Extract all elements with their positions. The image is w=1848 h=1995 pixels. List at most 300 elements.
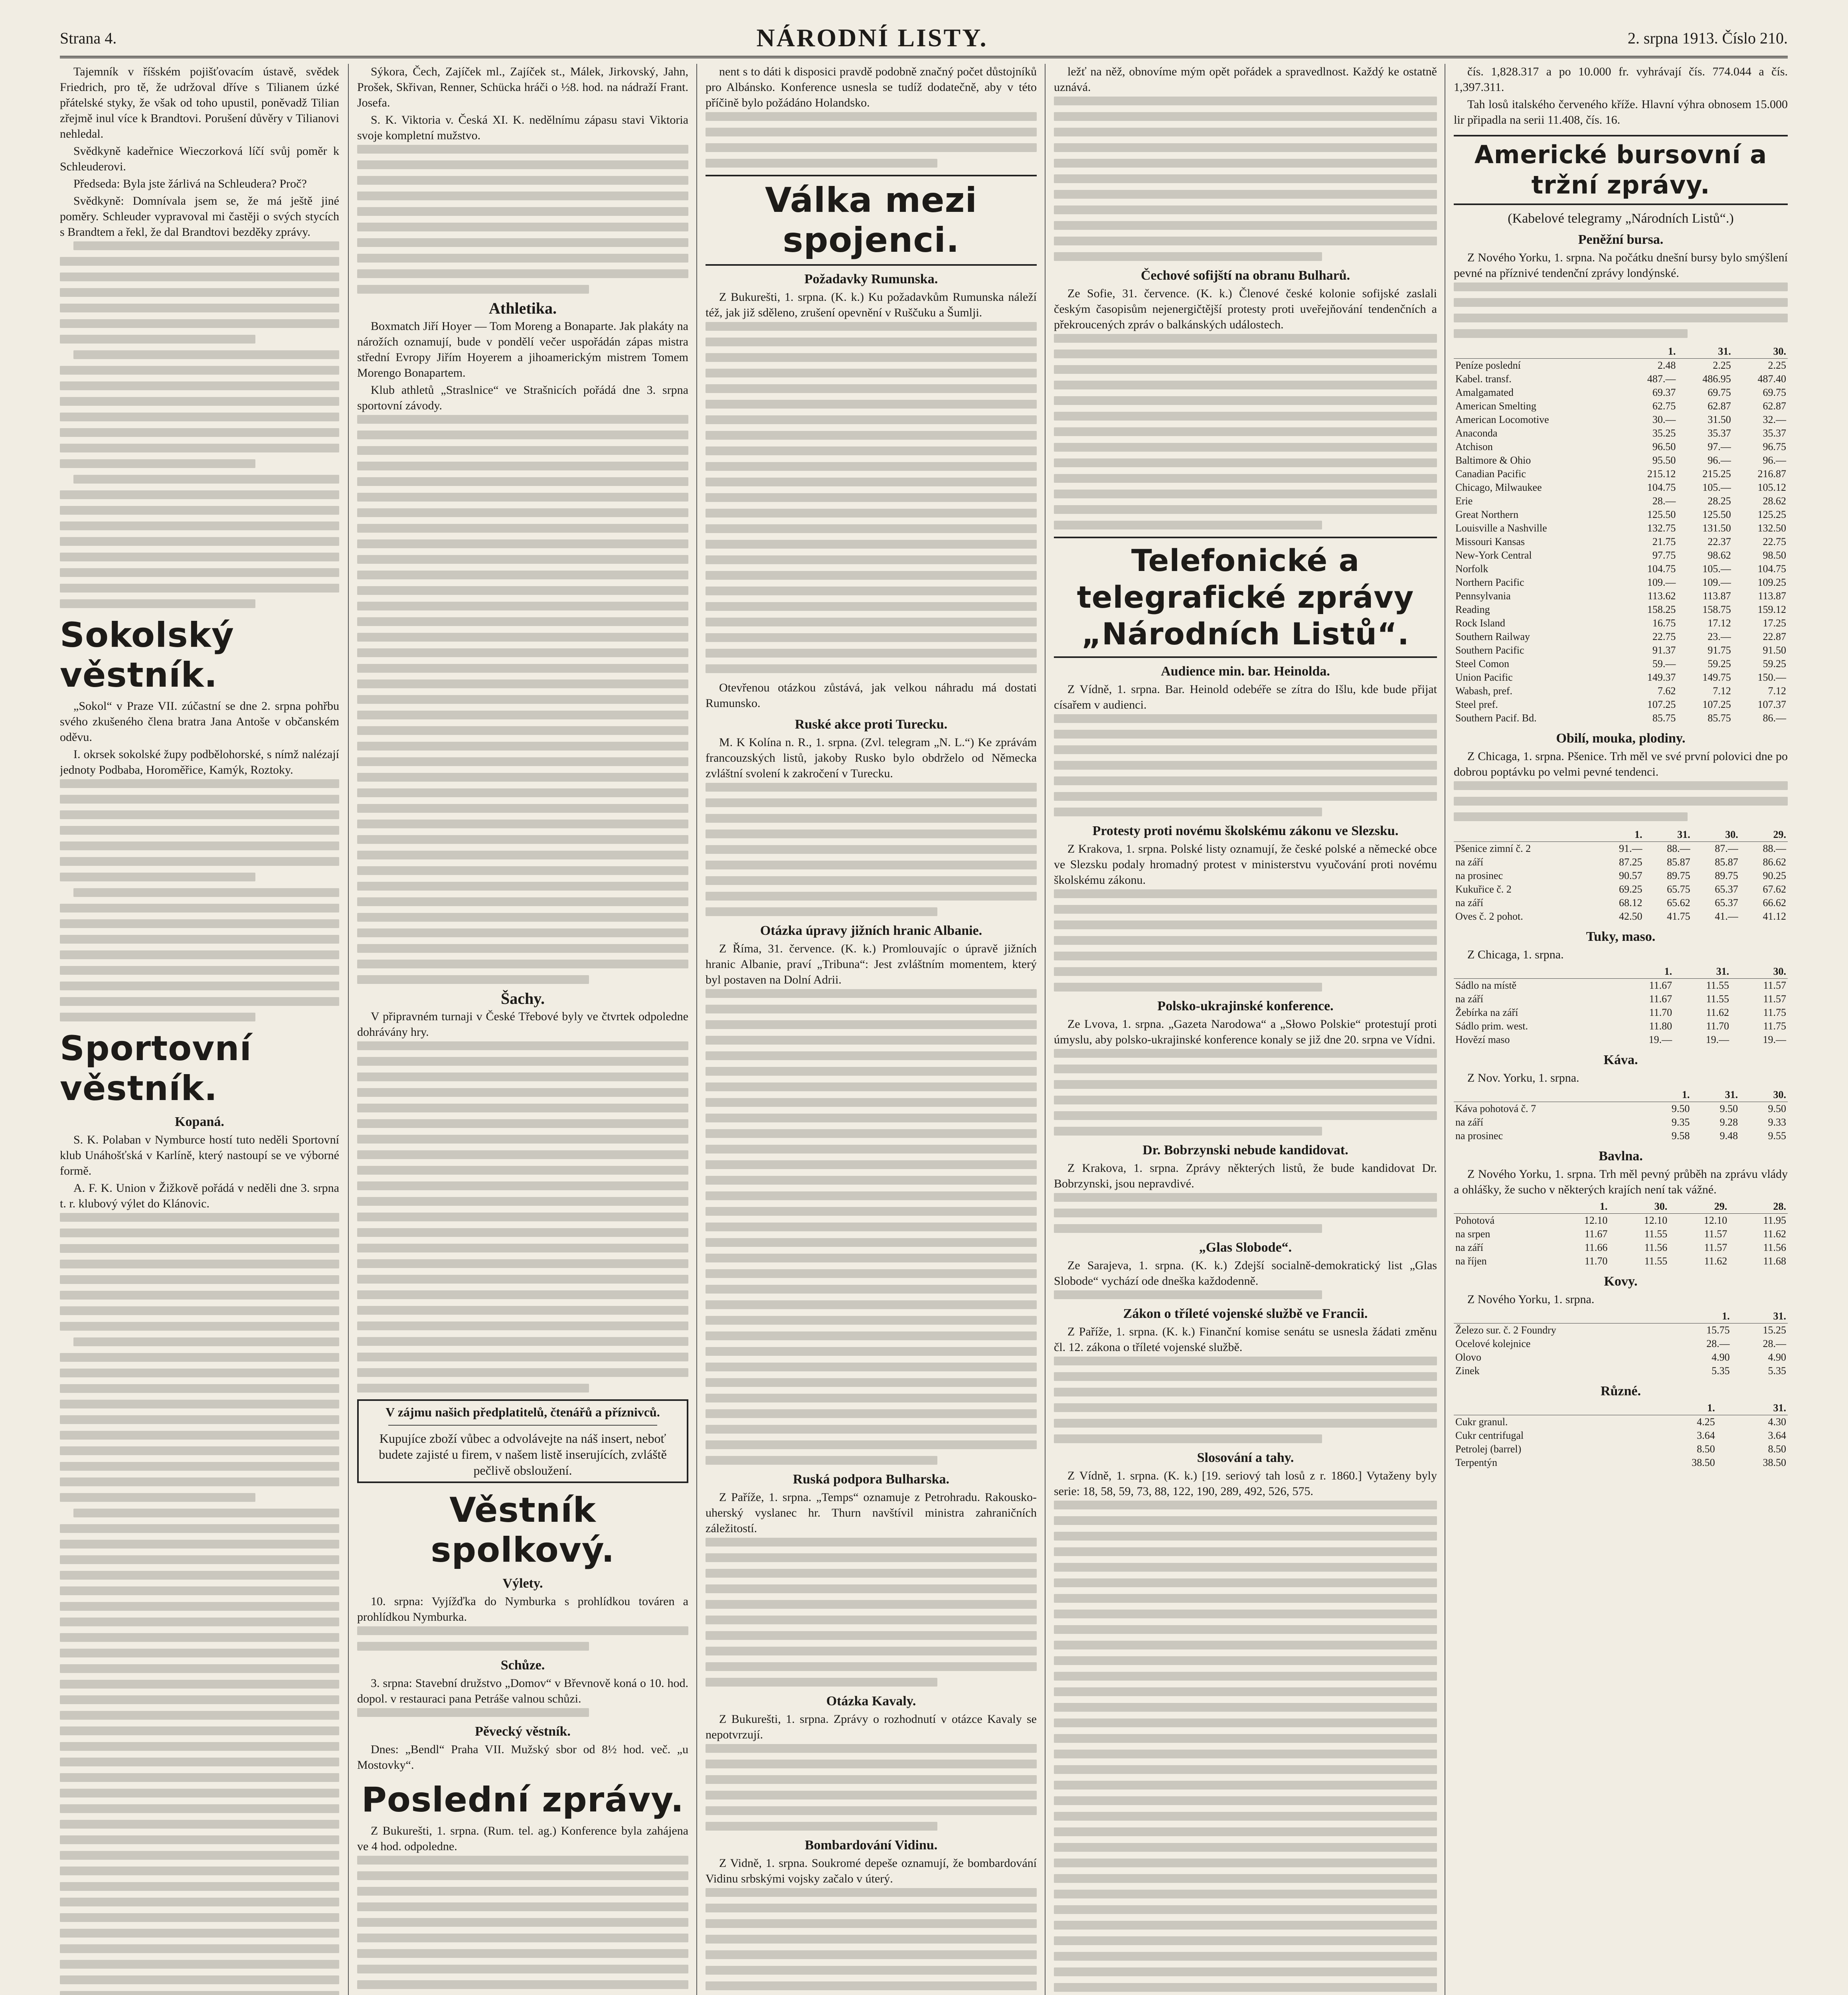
table-cell: 109.— [1702,577,1731,588]
text-line-placeholder [357,285,589,294]
table-cell: 4.90 [1768,1351,1786,1363]
text-line-placeholder [706,830,1037,838]
text-line-placeholder [60,506,339,515]
table-cell: 104.75 [1647,482,1676,493]
table-cell: 132.50 [1757,522,1786,534]
article-paragraph: Z Paříže, 1. srpna. „Temps“ oznamuje z Petrohradu. Rakousko-uherský vyslanec hr. Thurn navštívil ministra zahraničních záležitostí. [706,1491,1037,1535]
text-line-placeholder [1054,128,1437,136]
column-rule [348,64,349,1995]
table-cell: Northern Pacific [1455,577,1524,588]
text-line-placeholder [357,726,688,735]
text-line-placeholder [60,1540,339,1549]
table-header-cell [1454,1200,1549,1214]
table-cell: 125.50 [1647,509,1676,520]
metals-table [1454,1310,1788,1378]
table-cell: 87.25 [1619,856,1642,868]
text-line-placeholder [60,335,255,344]
text-line-placeholder [60,257,339,266]
text-line-placeholder [60,1462,339,1471]
text-line-placeholder [357,757,688,766]
table-cell: Olovo [1455,1351,1481,1363]
table-cell: 65.37 [1715,883,1738,895]
table-cell: Canadian Pacific [1455,468,1526,480]
table-row [1454,481,1788,494]
notice-divider [388,1425,657,1426]
text-line-placeholder [1054,714,1437,723]
table-header-cell: 1. [1675,1310,1731,1323]
text-line-placeholder [1054,1936,1437,1945]
table-cell: 105.— [1702,563,1731,575]
table-row [1454,372,1788,386]
table-cell: 11.55 [1644,1228,1668,1240]
text-line-placeholder [706,1067,1037,1076]
text-line-placeholder [706,143,1037,152]
table-cell: 98.50 [1763,549,1786,561]
text-line-placeholder [706,1098,1037,1107]
table-header-cell: 1. [1622,345,1677,359]
text-line-placeholder [1054,427,1437,436]
table-header-cell: 1. [1596,828,1644,842]
text-line-placeholder [60,795,339,804]
table-header-cell: 30. [1733,345,1788,359]
subsection-title: Ruská podpora Bulharska. [793,1472,950,1487]
article-paragraph: Z Bukurešti, 1. srpna. Zprávy o rozhodnutí v otázce Kavaly se nepotvrzují. [706,1713,1037,1741]
table-cell: Steel Comon [1455,658,1510,670]
article-paragraph: 3. srpna: Stavební družstvo „Domov“ v Břevnově koná o 10. hod. dopol. v restauraci pana Petráše valnou schůzi. [357,1677,688,1705]
table-cell: 5.35 [1712,1365,1730,1377]
subsection-title: Slosování a tahy. [1197,1450,1294,1465]
text-line-placeholder [60,1898,339,1906]
text-line-placeholder [357,1197,688,1206]
text-line-placeholder [706,783,1037,792]
subsection-title: Kopaná. [175,1114,224,1129]
text-line-placeholder [60,841,339,850]
text-line-placeholder [1054,1983,1437,1992]
text-line-placeholder [706,1036,1037,1045]
text-line-placeholder [1054,1734,1437,1743]
column-1 [60,64,339,1995]
table-cell: 7.12 [1768,685,1786,697]
table-cell: Pohotová [1455,1215,1495,1226]
article-paragraph: Z Vidně, 1. srpna. Soukromé depeše oznamují, že bombardování Vidinu srbskými vojsky začalo v úterý. [706,1857,1037,1885]
text-line-placeholder [60,1618,339,1626]
text-line-placeholder [357,1073,688,1081]
text-line-placeholder [1054,1781,1437,1790]
table-cell: 98.62 [1708,549,1731,561]
text-line-placeholder [706,892,1037,901]
table-cell: 11.55 [1706,980,1729,991]
table-cell: 4.30 [1768,1416,1786,1428]
table-cell: 11.56 [1644,1242,1668,1253]
text-line-placeholder [1054,1594,1437,1603]
table-row [1454,576,1788,589]
text-line-placeholder [1454,314,1788,322]
article-paragraph: Z Chicaga, 1. srpna. [1467,948,1564,961]
table-cell: 32.— [1763,414,1786,425]
wheat-table [1454,828,1788,923]
text-line-placeholder [357,1708,589,1717]
table-cell: 28.— [1652,495,1676,507]
table-cell: 9.50 [1671,1103,1690,1114]
table-cell: 11.70 [1706,1020,1729,1032]
text-line-placeholder [357,223,688,231]
table-header-cell: 1. [1645,1401,1716,1415]
table-cell: 91.50 [1763,644,1786,656]
table-cell: 85.75 [1652,712,1676,724]
table-row [1454,1442,1788,1456]
article-paragraph: Dnes: „Bendl“ Praha VII. Mužský sbor od 8½ hod. več. „u Mostovky“. [357,1743,688,1772]
table-row [1454,644,1788,657]
fats-table [1454,965,1788,1047]
text-line-placeholder [357,254,688,263]
text-line-placeholder [706,1569,1037,1578]
table-row [1454,467,1788,481]
text-line-placeholder [1054,1290,1322,1299]
text-line-placeholder [60,982,339,990]
table-cell: 5.35 [1768,1365,1786,1377]
table-cell: 91.— [1619,843,1642,854]
article-paragraph: Ze Sarajeva, 1. srpna. (K. k.) Zdejší socialně-demokratický list „Glas Slobode“ vychází ode dneška každodenně. [1054,1259,1437,1288]
table-row [1454,494,1788,508]
table-cell: Kabel. transf. [1455,373,1512,385]
text-line-placeholder [357,897,688,906]
table-header-cell: 30. [1739,1088,1788,1102]
table-cell: 216.87 [1757,468,1786,480]
subsection-title: Dr. Bobrzynski nebude kandidovat. [1142,1143,1348,1157]
text-line-placeholder [357,602,688,610]
table-row [1454,671,1788,684]
table-header-cell: 30. [1692,828,1740,842]
text-line-placeholder [357,633,688,642]
table-cell: 22.37 [1708,536,1731,547]
text-line-placeholder [60,779,339,788]
table-cell: 8.50 [1697,1443,1715,1455]
table-cell: 8.50 [1768,1443,1786,1455]
text-line-placeholder [1454,812,1688,821]
table-header-cell: 28. [1729,1200,1788,1214]
table-cell: Southern Pacif. Bd. [1455,712,1537,724]
text-line-placeholder [706,384,1037,393]
table-row [1454,1214,1788,1228]
table-cell: 4.90 [1712,1351,1730,1363]
table-header-row [1454,1401,1788,1415]
text-line-placeholder [60,1789,339,1797]
text-line-placeholder [357,238,688,247]
table-cell: 215.25 [1702,468,1731,480]
text-line-placeholder [706,1904,1037,1912]
table-cell: Southern Railway [1455,631,1530,642]
text-line-placeholder [1054,1905,1437,1914]
table-cell: 17.12 [1708,617,1731,629]
notice-text: Kupujíce zboží vůbec a odvolávejte na náš insert, neboť budete zajisté u firem, v našem listě inserujících, zvláště pečlivě obsloužení. [379,1431,667,1477]
text-line-placeholder [1054,1501,1437,1509]
text-line-placeholder [357,1166,688,1175]
text-line-placeholder [73,1509,339,1517]
text-line-placeholder [1054,1890,1437,1898]
text-line-placeholder [357,1150,688,1159]
table-cell: Great Northern [1455,509,1519,520]
text-line-placeholder [706,1363,1037,1371]
text-line-placeholder [357,477,688,486]
table-cell: 11.55 [1706,993,1729,1005]
text-line-placeholder [706,1223,1037,1231]
table-cell: 17.25 [1763,617,1786,629]
text-line-placeholder [1054,967,1437,976]
subsection-title: Různé. [1600,1384,1641,1398]
text-line-placeholder [1054,761,1437,770]
table-cell: 59.— [1652,658,1676,670]
masthead-rule [60,56,1788,58]
text-line-placeholder [60,599,255,608]
table-header-row [1454,345,1788,359]
text-line-placeholder [706,649,1037,658]
table-row [1454,883,1788,896]
table-cell: 215.12 [1647,468,1676,480]
text-line-placeholder [60,584,339,593]
text-line-placeholder [357,192,688,200]
table-cell: 11.75 [1763,1007,1786,1018]
table-cell: Žebírka na září [1455,1007,1518,1018]
text-line-placeholder [1054,334,1437,343]
text-line-placeholder [1054,792,1437,801]
table-cell: 90.57 [1619,870,1642,881]
text-line-placeholder [1054,920,1437,929]
subsection-title: Schůze. [500,1658,545,1673]
text-line-placeholder [1054,143,1437,152]
table-row [1454,549,1788,562]
table-row [1454,1429,1788,1442]
cotton-table [1454,1200,1788,1268]
table-cell: 38.50 [1763,1457,1786,1468]
text-line-placeholder [73,241,339,250]
text-line-placeholder [357,1306,688,1315]
table-header-cell: 1. [1617,965,1674,979]
table-row [1454,413,1788,427]
text-line-placeholder [706,338,1037,346]
text-line-placeholder [1054,1080,1437,1089]
text-line-placeholder [1054,1209,1437,1217]
text-line-placeholder [357,648,688,657]
table-cell: 22.75 [1763,536,1786,547]
subsection-title: Obilí, mouka, plodiny. [1556,731,1686,746]
text-line-placeholder [357,1228,688,1237]
text-line-placeholder [1054,936,1437,945]
text-line-placeholder [357,1980,688,1989]
table-cell: Amalgamated [1455,387,1514,398]
text-line-placeholder [706,1538,1037,1547]
text-line-placeholder [357,742,688,751]
table-cell: Chicago, Milwaukee [1455,482,1542,493]
text-line-placeholder [357,788,688,797]
text-line-placeholder [73,475,339,484]
text-line-placeholder [357,804,688,813]
page-label: Strana 4. [60,29,117,47]
text-line-placeholder [357,586,688,595]
table-cell: 66.62 [1763,897,1786,909]
coffee-table [1454,1088,1788,1143]
text-line-placeholder [357,1871,688,1880]
text-line-placeholder [1054,412,1437,421]
text-line-placeholder [1054,1765,1437,1774]
table-cell: 159.12 [1757,604,1786,615]
table-cell: 85.87 [1715,856,1738,868]
table-cell: Terpentýn [1455,1457,1498,1468]
text-line-placeholder [1054,1874,1437,1883]
article-paragraph: Z Bukurešti, 1. srpna. (K. k.) Ku požadavkům Rumunska náleží též, jak již sděleno, zrušení opevnění v Ruščuku a Šumlji. [706,290,1037,319]
text-line-placeholder [706,415,1037,424]
table-cell: 11.67 [1649,980,1672,991]
table-cell: 59.25 [1763,658,1786,670]
stock-table [1454,345,1788,725]
table-cell: Reading [1455,604,1490,615]
table-cell: Peníze poslední [1455,359,1521,371]
article-paragraph: čís. 1,828.317 a po 10.000 fr. vyhrávají čís. 774.044 a čís. 1,397.311. [1454,65,1788,94]
table-cell: Cukr granul. [1455,1416,1508,1428]
subsection-title: Čechové sofijští na obranu Bulharů. [1140,268,1350,283]
subsection-title: Ruské akce proti Turecku. [795,717,948,732]
text-line-placeholder [357,773,688,782]
table-cell: Cukr centrifugal [1455,1430,1524,1441]
table-cell: 62.87 [1763,400,1786,412]
table-cell: 90.25 [1763,870,1786,881]
text-line-placeholder [1454,329,1688,338]
table-cell: 107.25 [1702,699,1731,710]
text-line-placeholder [706,1888,1037,1897]
text-line-placeholder [706,1425,1037,1434]
subsection-title: Káva. [1603,1053,1638,1067]
text-line-placeholder [1054,1419,1437,1428]
table-cell: 107.25 [1647,699,1676,710]
table-cell: 9.35 [1671,1116,1690,1128]
table-cell: 4.25 [1697,1416,1715,1428]
text-line-placeholder [357,913,688,922]
text-line-placeholder [60,1649,339,1657]
text-line-placeholder [1054,1843,1437,1852]
text-line-placeholder [706,1775,1037,1784]
table-cell: 96.— [1708,454,1731,466]
text-line-placeholder [1054,205,1437,214]
table-cell: 69.75 [1763,387,1786,398]
column-3 [706,64,1037,1995]
text-line-placeholder [706,462,1037,471]
section-title-sokol: Sokolský věstník. [60,615,234,695]
text-line-placeholder [60,319,339,328]
text-line-placeholder [1054,1687,1437,1696]
text-line-placeholder [706,128,1037,136]
text-line-placeholder [357,1902,688,1911]
table-cell: Rock Island [1455,617,1505,629]
text-line-placeholder [60,1913,339,1922]
table-cell: 7.62 [1657,685,1676,697]
table-cell: 65.75 [1667,883,1690,895]
subsection-title: Otázka Kavaly. [826,1694,916,1709]
text-line-placeholder [357,1384,589,1393]
subsection-title: Protesty proti novému školskému zákonu ve Slezsku. [1092,824,1399,838]
subsection-title: Peněžní bursa. [1578,232,1664,247]
text-line-placeholder [706,1806,1037,1815]
table-cell: Káva pohotová č. 7 [1455,1103,1536,1114]
text-line-placeholder [706,1919,1037,1928]
table-row [1454,1254,1788,1268]
table-cell: Norfolk [1455,563,1488,575]
text-line-placeholder [1054,1065,1437,1073]
text-line-placeholder [357,975,589,984]
text-line-placeholder [1054,1718,1437,1727]
subsection-title: Bavlna. [1599,1149,1643,1163]
table-cell: 35.25 [1652,427,1676,439]
table-cell: Pennsylvania [1455,590,1511,602]
table-cell: 9.50 [1768,1103,1786,1114]
text-line-placeholder [357,617,688,626]
table-cell: 11.68 [1763,1255,1786,1267]
text-line-placeholder [1054,1372,1437,1381]
text-line-placeholder [1054,190,1437,199]
text-line-placeholder [60,397,339,406]
table-cell: 95.50 [1652,454,1676,466]
table-cell: 85.87 [1667,856,1690,868]
table-cell: na září [1455,1242,1484,1253]
article-paragraph: Z Nového Yorku, 1. srpna. Trh měl pevný průběh na zprávu vlády a ohlášky, že sucho v některých krajích není tak vážné. [1454,1167,1788,1196]
text-line-placeholder [706,876,1037,885]
text-line-placeholder [357,1321,688,1330]
table-header-cell: 31. [1644,828,1692,842]
table-header-row [1454,1310,1788,1323]
table-cell: 22.87 [1763,631,1786,642]
table-cell: Southern Pacific [1455,644,1524,656]
text-line-placeholder [357,269,688,278]
column-5 [1454,64,1788,1995]
table-cell: 2.25 [1713,359,1731,371]
text-line-placeholder [706,1129,1037,1138]
text-line-placeholder [357,145,688,154]
table-cell: 104.75 [1647,563,1676,575]
table-cell: Missouri Kansas [1455,536,1525,547]
text-line-placeholder [1054,252,1322,261]
text-line-placeholder [357,711,688,719]
text-line-placeholder [357,664,688,673]
table-cell: na říjen [1455,1255,1487,1267]
text-line-placeholder [60,1867,339,1875]
text-line-placeholder [357,1213,688,1221]
text-line-placeholder [357,462,688,470]
table-cell: 11.75 [1763,1020,1786,1032]
table-row [1454,386,1788,399]
text-line-placeholder [706,478,1037,486]
article-paragraph: Z Říma, 31. července. (K. k.) Promlouvajíc o úpravě jižních hranic Albanie, praví „Tribuna“: Jest zvláštním momentem, který byl postaven na Dolní Adrii. [706,942,1037,986]
text-line-placeholder [706,1822,937,1831]
text-line-placeholder [706,1616,1037,1624]
text-line-placeholder [60,444,339,452]
table-cell: Oves č. 2 pohot. [1455,911,1523,922]
table-cell: 11.95 [1763,1215,1786,1226]
text-line-placeholder [357,882,688,891]
table-cell: 41.75 [1667,911,1690,922]
table-cell: 68.12 [1619,897,1642,909]
text-line-placeholder [706,540,1037,549]
text-line-placeholder [706,618,1037,626]
subsection-title: Pěvecký věstník. [475,1724,571,1739]
table-row [1454,979,1788,993]
text-line-placeholder [60,1415,339,1424]
article-paragraph: Z Nového Yorku, 1. srpna. [1467,1293,1595,1306]
subsection-title: Tuky, maso. [1586,929,1656,944]
table-cell: 12.10 [1704,1215,1727,1226]
text-line-placeholder [60,997,339,1006]
text-line-placeholder [1054,1403,1437,1412]
table-row [1454,1351,1788,1364]
text-line-placeholder [706,1300,1037,1309]
table-cell: 11.66 [1584,1242,1608,1253]
